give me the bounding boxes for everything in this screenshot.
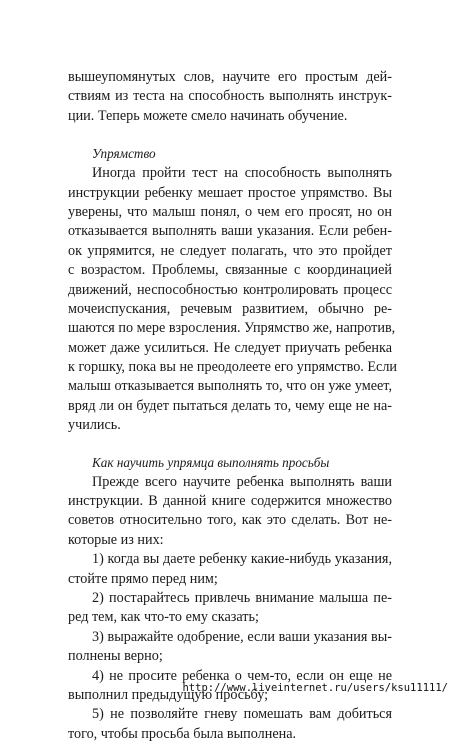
- text-line: шаются по мере взросления. Упрямство же, напротив,: [68, 320, 396, 337]
- text-line: Иногда пройти тест на способность выполнять: [92, 165, 392, 182]
- text-line: отказывается выполнять ваши указания. Если ребен-: [68, 223, 392, 240]
- section-heading-how-to-teach: Как научить упрямца выполнять просьбы: [92, 454, 330, 470]
- text-line: советов относительно того, как это сделать. Вот не-: [68, 512, 392, 529]
- text-line: ции. Теперь можете смело начинать обучение.: [68, 107, 348, 124]
- section-heading-stubbornness: Упрямство: [92, 146, 156, 162]
- text-line: полнены верно;: [68, 648, 163, 665]
- text-line: движений, неспособностью контролировать процесс: [68, 281, 392, 298]
- text-line: инструкции ребенку мешает простое упрямство. Вы: [68, 184, 392, 201]
- text-line: ред тем, как что-то ему сказать;: [68, 609, 259, 626]
- page-text: [68, 68, 398, 744]
- text-line: к горшку, пока вы не преодолеете его упрямство. Если: [68, 359, 398, 376]
- text-line: ок упрямится, не следует полагать, что это пройдет: [68, 242, 392, 259]
- text-line: вышеупомянутых слов, научите его простым дей-: [68, 69, 392, 85]
- text-line: уверены, что малыш понял, о чем его просят, но он: [68, 203, 392, 220]
- text-line: вряд ли он будет пытаться делать то, чему еще не на-: [68, 397, 392, 414]
- text-line: стойте прямо перед ним;: [68, 570, 218, 587]
- text-line: с возрастом. Проблемы, связанные с координацией: [68, 262, 392, 279]
- text-line: ствиям из теста на способность выполнять инструк-: [68, 88, 392, 105]
- text-line: малыш отказывается выполнять то, что он уже умеет,: [68, 378, 392, 395]
- list-item: 1) когда вы даете ребенку какие-нибудь указания,: [92, 551, 392, 568]
- text-line: может даже усилиться. Не следует приучать ребенка: [68, 339, 392, 356]
- text-line: того, чтобы просьба была выполнена.: [68, 725, 297, 742]
- text-line: выполнил предыдущую просьбу;: [68, 686, 269, 703]
- text-line: инструкции. В данной книге содержится множество: [68, 493, 392, 510]
- text-line: которые из них:: [68, 531, 164, 548]
- list-item: 2) постарайтесь привлечь внимание малыша пе-: [92, 589, 392, 606]
- source-url-footer: http://www.liveinternet.ru/users/ksu11111/: [182, 682, 448, 694]
- list-item: 3) выражайте одобрение, если ваши указания вы-: [92, 628, 392, 645]
- list-item: 4) не просите ребенка о чем-то, если он еще не: [92, 667, 392, 684]
- text-line: Прежде всего научите ребенка выполнять ваши: [92, 473, 392, 490]
- text-line: мочеиспускания, речевым развитием, обычно ре-: [68, 300, 392, 317]
- list-item: 5) не позволяйте гневу помешать вам добиться: [92, 706, 392, 723]
- text-line: учились.: [68, 417, 121, 434]
